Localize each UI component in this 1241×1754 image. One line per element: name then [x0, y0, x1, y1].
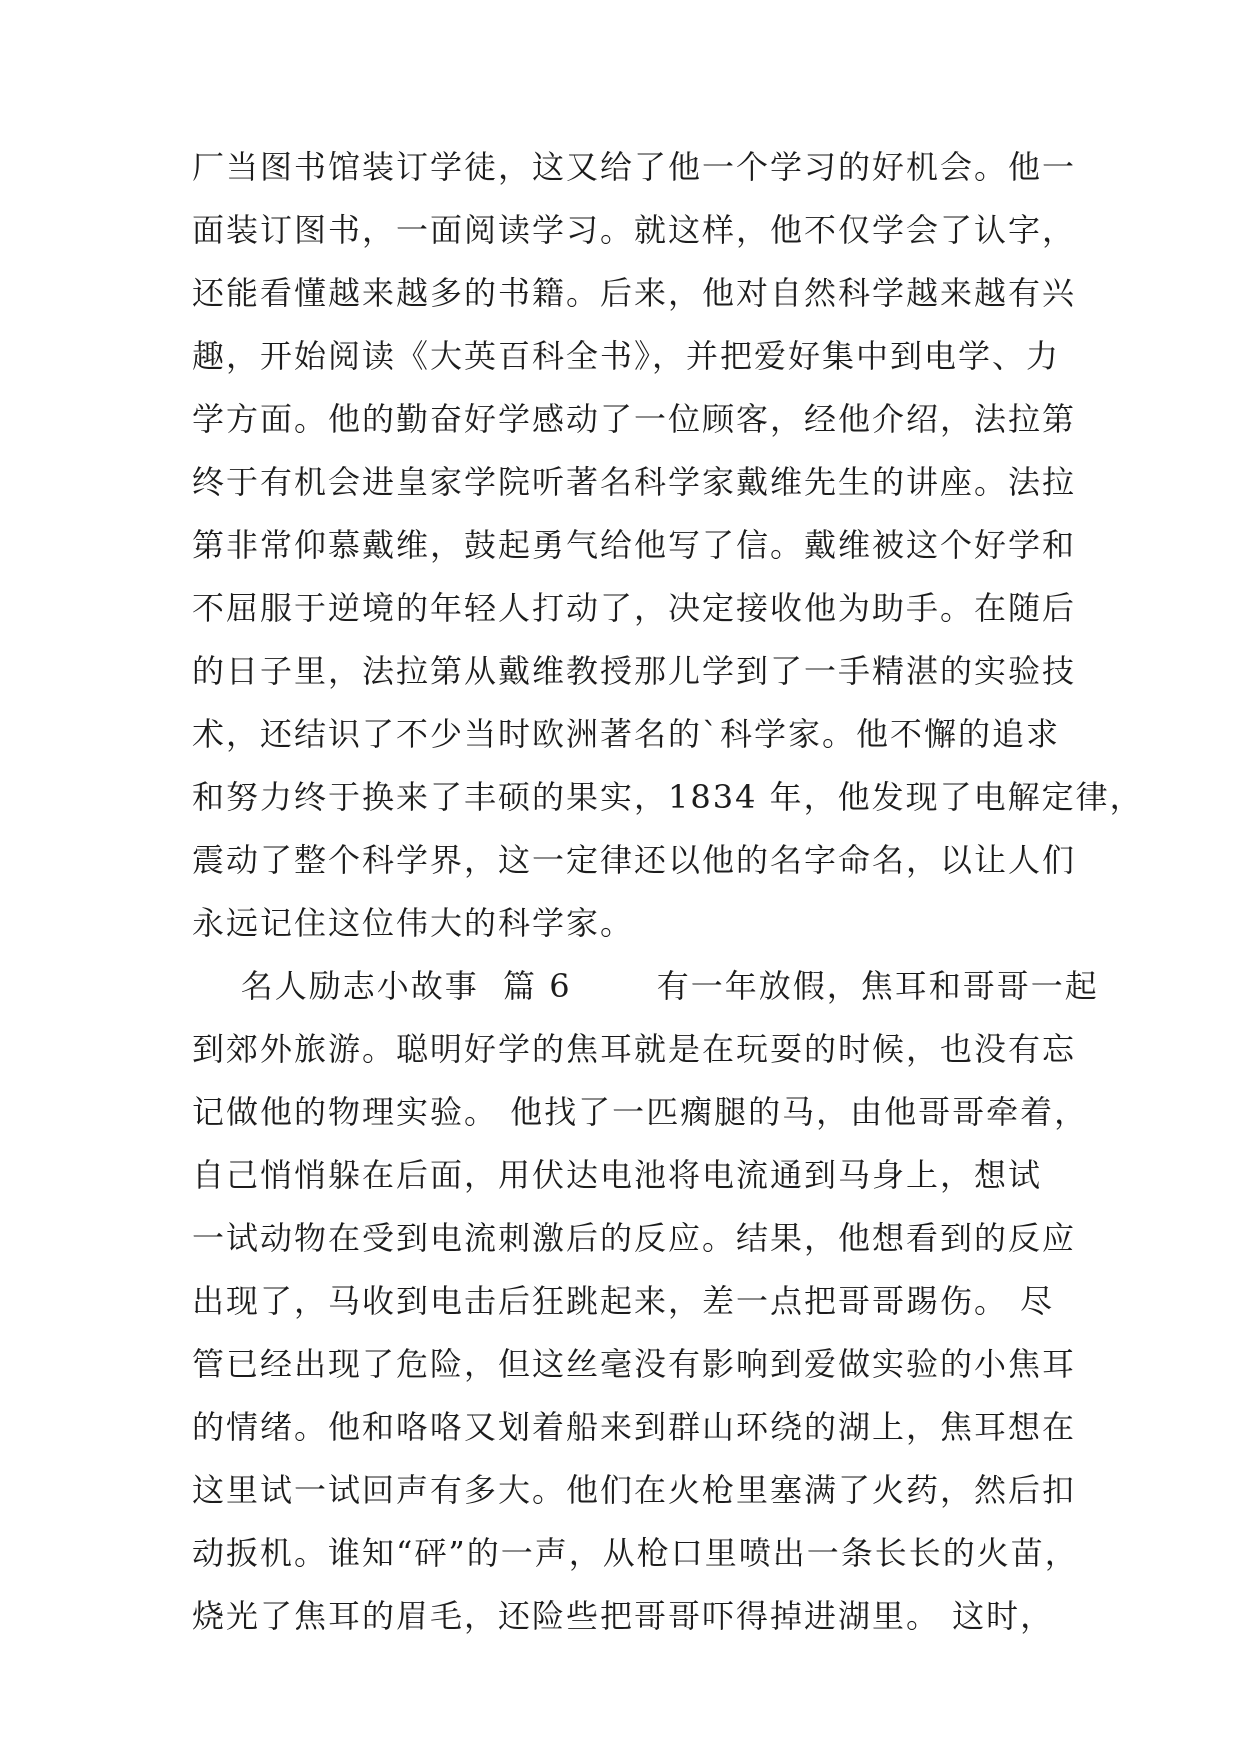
text-line: 一试动物在受到电流刺激后的反应。结果，他想看到的反应 — [192, 1219, 1077, 1257]
text-line: 出现了，马收到电击后狂跳起来，差一点把哥哥踢伤。 尽 — [192, 1282, 1055, 1320]
body-text — [192, 136, 1144, 1648]
text-line: 和努力终于换来了丰硕的果实，1834 年，他发现了电解定律， — [192, 778, 1144, 816]
text-line: 记做他的物理实验。 他找了一匹瘸腿的马，由他哥哥牵着， — [192, 1093, 1089, 1131]
text-line: 永远记住这位伟大的科学家。 — [192, 904, 635, 942]
text-line: 烧光了焦耳的眉毛，还险些把哥哥吓得掉进湖里。 这时， — [192, 1597, 1055, 1635]
text-line: 厂当图书馆装订学徒，这又给了他一个学习的好机会。他一 — [192, 148, 1077, 186]
text-line: 学方面。他的勤奋好学感动了一位顾客，经他介绍，法拉第 — [192, 400, 1077, 438]
text-line: 第非常仰慕戴维，鼓起勇气给他写了信。戴维被这个好学和 — [192, 526, 1077, 564]
text-line: 不屈服于逆境的年轻人打动了，决定接收他为助手。在随后 — [192, 589, 1077, 627]
text-line: 的日子里，法拉第从戴维教授那儿学到了一手精湛的实验技 — [192, 652, 1077, 690]
text-line: 术，还结识了不少当时欧洲著名的`科学家。他不懈的追求 — [192, 715, 1061, 753]
text-line: 动扳机。谁知“砰”的一声，从枪口里喷出一条长长的火苗， — [192, 1534, 1079, 1572]
text-line: 面装订图书，一面阅读学习。就这样，他不仅学会了认字， — [192, 211, 1077, 249]
text-line: 自己悄悄躲在后面，用伏达电池将电流通到马身上，想试 — [192, 1156, 1043, 1194]
section-heading-line: 名人励志小故事 篇 6 有一年放假，焦耳和哥哥一起 — [192, 967, 1099, 1005]
text-line: 震动了整个科学界，这一定律还以他的名字命名，以让人们 — [192, 841, 1077, 879]
text-line: 的情绪。他和咯咯又划着船来到群山环绕的湖上，焦耳想在 — [192, 1408, 1077, 1446]
text-line: 这里试一试回声有多大。他们在火枪里塞满了火药，然后扣 — [192, 1471, 1077, 1509]
text-line: 管已经出现了危险，但这丝毫没有影响到爱做实验的小焦耳 — [192, 1345, 1077, 1383]
text-line: 还能看懂越来越多的书籍。后来，他对自然科学越来越有兴 — [192, 274, 1077, 312]
text-line: 终于有机会进皇家学院听著名科学家戴维先生的讲座。法拉 — [192, 463, 1077, 501]
text-line: 到郊外旅游。聪明好学的焦耳就是在玩耍的时候，也没有忘 — [192, 1030, 1077, 1068]
text-line: 趣，开始阅读《大英百科全书》，并把爱好集中到电学、力 — [192, 337, 1061, 375]
